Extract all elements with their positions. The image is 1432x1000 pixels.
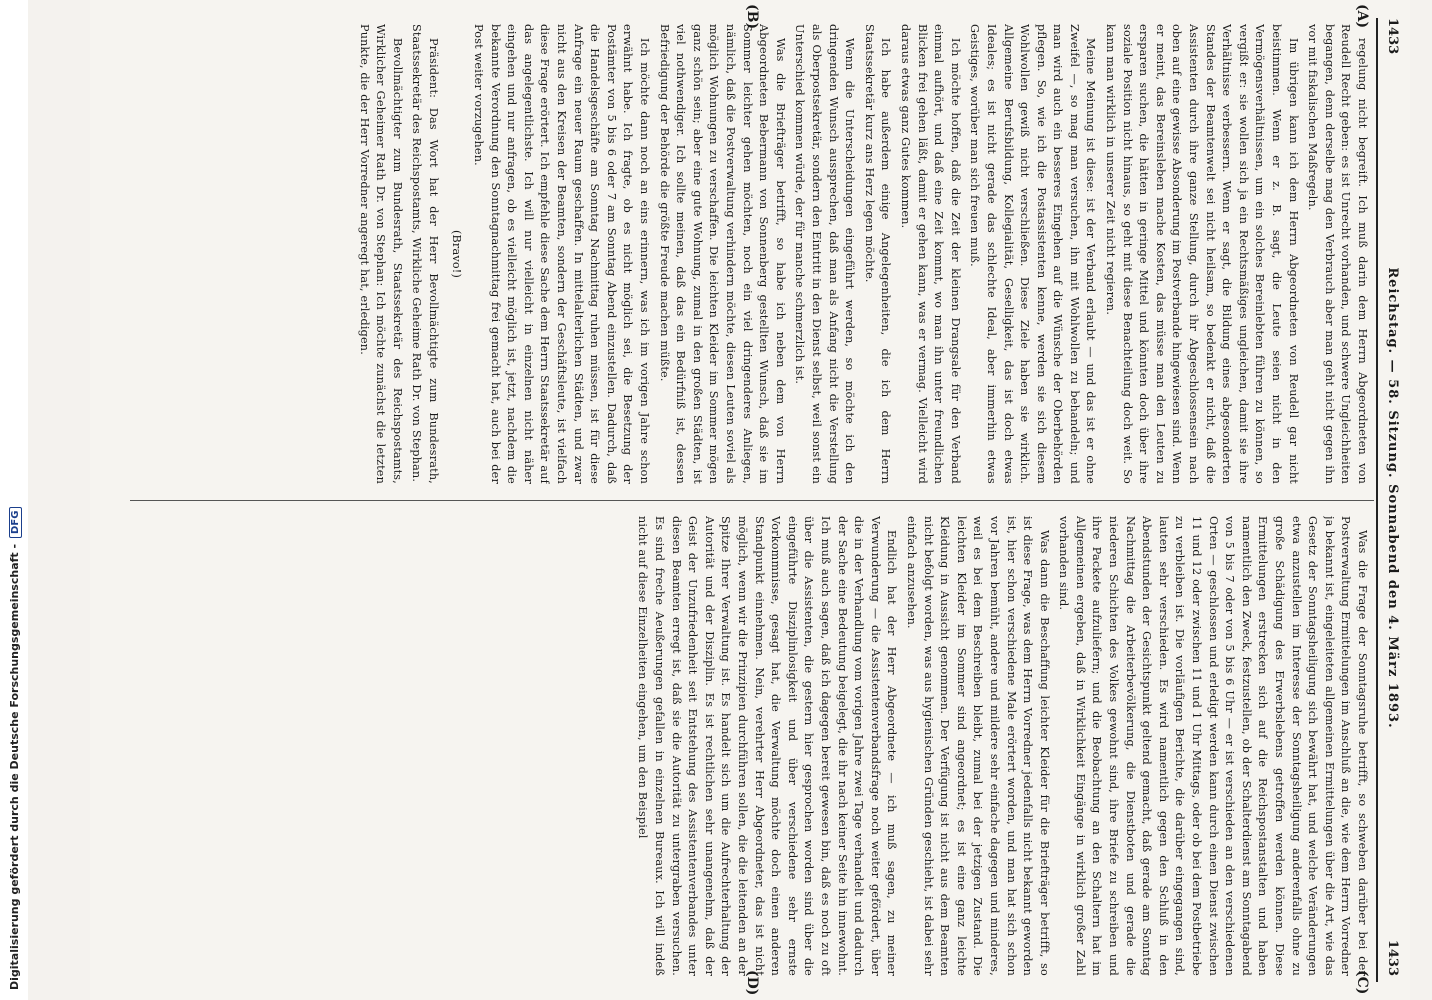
digitization-credit xyxy=(8,507,22,990)
digitization-credit-strip xyxy=(0,0,28,1000)
rotated-newspaper-page xyxy=(90,0,1410,1000)
page-number-right: 1433 xyxy=(1385,939,1400,976)
marker-d: (D) xyxy=(744,970,760,996)
paragraph: Präsident: Das Wort hat der Herr Bevollmächtigte zum Bundesrath, Staatssekretär des Reichspostamts, Wirkliche Geheime Rath Dr. von Stephan. xyxy=(410,24,440,484)
paragraph: Was die Briefträger betrifft, so habe ich neben dem von Herrn Abgeordneten Bebermann von Sonnenberg gestellten Wunsch, daß sie im Sommer leichter gehen möchten, noch ein viel dringenderes Anliegen, nämlich, daß die Postverwaltung verhindern möchte, diesen Leuten soviel als möglich Wohnungen zu verschaffen. Die leichten Kleider im Sommer mögen ganz schön sein; aber eine gute Wohnung, zumal in den großen Städten, ist viel nothwendiger. Ich sollte meinen, daß das ein Bedürfniß ist, dessen Befriedigung der Behörde die größte Freude machen müßte. xyxy=(657,24,787,484)
running-title: Reichstag. — 58. Sitzung. Sonnabend den 4. März 1893. xyxy=(1385,267,1400,729)
header-rule xyxy=(1376,18,1378,982)
dfg-logo-icon: DFG xyxy=(9,507,22,538)
paragraph: Bevollmächtigter zum Bundesrath, Staatssekretär des Reichspostamts, Wirklicher Geheimer Rath Dr. von Stephan: Ich möchte zunächst die letzten Punkte, die der Herr Vorredner angeregt hat, erledigen. xyxy=(357,24,404,484)
paragraph: Was die Frage der Sonntagsruhe betrifft, so schweben darüber bei der Postverwaltung Ermittelungen im Anschluß an die, wie dem Herrn Vorredner ja bekannt ist, eingeleiteten allgemeinen Ermittelungen über die Art, wie das Gesetz der Sonntagsheiligung sich bewährt hat, und welche Veränderungen etwa anzustellen im Interesse der Sonntagsheiligung anderenfalls ohne zu große Schädigung des Erwerbslebens getroffen werden können. Diese Ermittelungen erstrecken sich auf die Reichspostanstalten und haben namentlich den Zweck, festzustellen, ob der Schalterdienst am Sonntagabend von 5 bis 7 oder von 5 bis 6 Uhr — er ist verschieden an den verschiedenen Orten — geschlossen und erledigt werden kann durch einen Dienst zwischen 11 und 12 oder zwischen 11 und 1 Uhr Mittags, oder ob bei dem Postbetriebe zu verbleiben ist. Die vorläufigen Berichte, die darüber eingegangen sind, lauten sehr verschieden. Es wird namentlich gegen den Schluß in den Abendstunden der Gesichtspunkt geltend gemacht, daß gerade am Sonntag Nachmittag die Arbeiterbevölkerung, die Dienstboten und gerade die niederen Schichten des Volkes gewohnt sind, ihre Briefe zu schreiben und ihre Packete aufzuliefern; und die Beobachtung an den Schaltern hat im Allgemeinen ergeben, daß in Wirklichkeit Eingänge in wirklich großer Zahl vorhanden sind. xyxy=(1057,516,1369,976)
paragraph: Meine Meinung ist diese: ist der Verband erlaubt — und das ist er ohne Zweifel —, so mag man versuchen, ihn mit Wohlwollen zu behandeln; und man wird auch ein besseres Eingehen auf die Wünsche der Oberbehörden pflegen. So, wie ich die Postassistenten kenne, werden sie sich diesem Wohlwollen gewiß nicht verschließen. Diese Ziele haben sie wirklich. Allgemeine Berufsbildung, Kollegialität, Geselligkeit, das ist doch etwas Ideales; es ist nicht gerade das schlechte Ideal, aber immerhin etwas Geistiges, worüber man sich freuen muß. xyxy=(968,24,1098,484)
paragraph: Was dann die Beschaffung leichter Kleider für die Briefträger betrifft, so ist diese Frage, was dem Herrn Vorredner jedenfalls nicht bekannt geworden ist, hier schon verschiedene Male erörtert worden, und man hat sich schon vor Jahren bemüht, andere und mildere sehr einfache dagegen und minderes, weil es bei dem Beschreiben bleibt, zumal bei der jetzigen Zustand. Die leichten Kleider im Sommer sind angeordnet; es ist eine ganz leichte Kleidung in Aussicht genommen. Der Verfügung ist nicht aus dem Beamten nicht befolgt worden, was aus hygienischen Gründen geschieht, ist dabei sehr einfach anzusehen. xyxy=(904,516,1051,976)
credit-text: Digitalisierung gefördert durch die Deutsche Forschungsgemeinschaft - xyxy=(8,543,21,990)
column-divider xyxy=(130,500,1374,501)
right-column xyxy=(130,516,1370,976)
marker-b: (B) xyxy=(744,4,760,30)
page-header xyxy=(1378,18,1402,982)
left-column xyxy=(130,24,1370,484)
paragraph: Ich habe außerdem einige Angelegenheiten, die ich dem Herrn Staatssekretär kurz ans Herz legen möchte. xyxy=(862,24,893,484)
paragraph: Wenn die Unterscheidungen eingeführt werden, so möchte ich den dringenden Wunsch aussprechen, daß man als Anfang nicht die Verstellung als Oberpostsekretär, sondern den Eintritt in den Dienst selbst, weil sonst ein Unterschied kommen würde, der für manche schmerzlich ist. xyxy=(793,24,857,484)
paragraph: regelung nicht begreift. Ich muß darin dem Herrn Abgeordneten von Reudell Recht geben: es ist Unrecht vorhanden, und schwere Ungleichheiten begangen, denn derselbe mag den Verbrauch aber man geht nicht gegen ihn vor mit fiskalischen Maßregeln. xyxy=(1306,24,1369,484)
applause-note: (Bravo!) xyxy=(449,229,463,279)
paragraph: Endlich hat der Herr Abgeordnete — ich muß sagen, zu meiner Verwunderung — die Assistentenverbandsfrage noch weiter gefördert, über die in der Verhandlung vom vorigen Jahre zwei Tage verhandelt und dadurch der Sache eine Bedeutung beigelegt, die ihr nach keiner Seite hin innewohnt. Ich muß auch sagen, daß ich dagegen bereit gewesen bin, daß es noch zu oft über die Assistenten, die gestern hier gesprochen worden sind über die eingeführte Disziplinlosigkeit und über verschiedene sehr ernste Vorkommnisse, gesagt hat, die Verwaltung möchte doch einen anderen Standpunkt einnehmen. Nein, verehrter Herr Abgeordneter, das ist nicht möglich, wenn wir die Prinzipien durchführen sollen, die die leitenden an der Spitze Ihrer Verwaltung ist. Es handelt sich um die Aufrechterhaltung der Autorität und der Disziplin. Es ist rechtlichen sehr unangenehm, daß der Geist der Unzufriedenheit seit Entstehung des Assistentenverbandes unter diesen Beamten erregt ist, daß sie die Autorität zu untergraben versuchen. Es sind freche Aeußerungen gefallen in einzelnen Bureaux. Ich will indeß nicht auf diese Einzelheiten eingehen, um den Beispiel xyxy=(636,516,899,976)
paragraph: Im übrigen kann ich dem Herrn Abgeordneten von Reudell gar nicht beistimmen. Wenn er z. B. sagt, die Leute seien nicht in den Vermögensverhältnissen, um ein solches Bereinlebten führen zu können, so vergißt er: sie wollen sich ja ein Rechtsmäßiges ungleichen, damit sie ihre Verhältnisse verbessern. Wenn er sagt, die Bildung eines abgesonderten Standes der Beamtenwelt sei nicht heilsam, so bedenkt er nicht, daß die Assistenten durch ihre ganze Stellung, durch ihr Abgeschlossensein nach oben auf eine gewisse Absonderung im Postverbande hingewiesen sind. Wenn er meint, das Bereinsleben mache Kosten, das müsse man den Leuten zu ersparen suchen, die hätten in geringe Mittel und könnten doch über ihre soziale Position nicht hinaus, so geht mit diese Benachteilung doch weit. So kann man wirklich in unserer Zeit nicht regieren. xyxy=(1104,24,1300,484)
paragraph: Ich möchte dann noch an eins erinnern, was ich im vorigen Jahre schon erwähnt habe. Ich fragte, ob es nicht möglich sei, die Besetzung der Postämter von 5 bis 6 oder 7 am Sonntag Abend einzustellen. Dadurch, daß die Handelsgeschäfte am Sonntag Nachmittag ruhen müssen, ist für diese Anfrage ein neuer Raum geschaffen. In mittelalterlichen Städten, und zwar nicht aus den Kreisen der Beamten, sondern der Geschäftsleute, ist vielfach diese Frage erörtert. Ich empfehle diese Sache dem Herrn Staatssekretär auf das angelegentlichste. Ich will nur vielleicht in einzelnen nicht näher eingehen und nur anfragen, ob es vielleicht möglich ist, jetzt, nachdem die bekannte Verordnung den Sonntagnachmittag frei gemacht hat, auch bei der Post weiter vorzugehen. xyxy=(472,24,652,484)
marker-a: (A) xyxy=(1354,4,1370,29)
paragraph: Ich möchte hoffen, daß die Zeit der kleinen Drangsale für den Verband einmal aufhört, und daß eine Zeit kommt, wo man ihn unter freundlichen Blicken frei gehen läßt, damit er gehen kann, was er vermag. Vielleicht wird daraus etwas ganz Gutes kommen. xyxy=(898,24,962,484)
marker-c: (C) xyxy=(1354,970,1370,995)
page-number-left: 1433 xyxy=(1385,18,1400,55)
